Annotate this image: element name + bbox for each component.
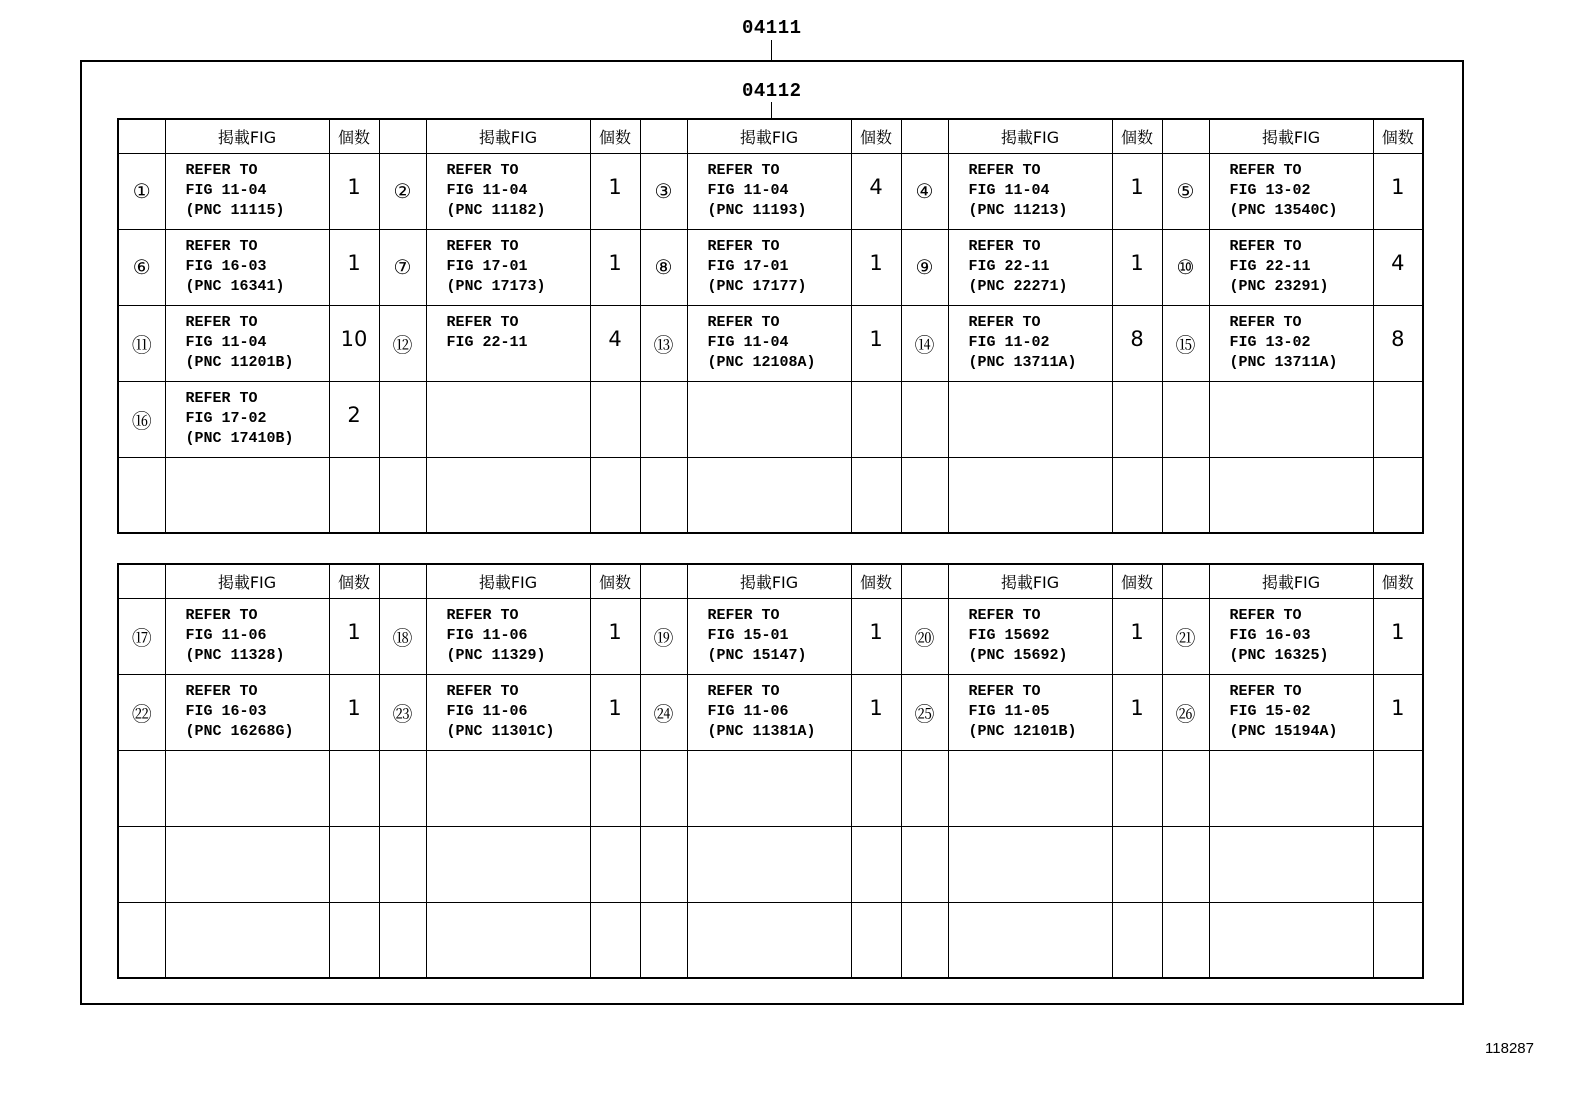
quantity-value: [1374, 382, 1423, 403]
quantity: [329, 674, 379, 750]
item-number: [379, 826, 426, 902]
fig-reference-text: [1230, 751, 1373, 758]
header-cell-fig: 掲載FIG: [948, 564, 1112, 598]
quantity-value: [1113, 458, 1162, 479]
quantity: [1373, 229, 1423, 305]
fig-reference-text: REFER TO FIG 11-04 (PNC 11182): [446, 161, 546, 219]
fig-reference: [1209, 381, 1373, 457]
fig-reference-text: REFER TO FIG 11-06 (PNC 11381A): [707, 682, 816, 740]
fig-reference: [165, 826, 329, 902]
quantity-value: [330, 751, 379, 772]
item-number: ㉑: [1162, 598, 1209, 674]
fig-reference: [948, 750, 1112, 826]
fig-reference-text: REFER TO FIG 11-06 (PNC 11301C): [446, 682, 555, 740]
fig-reference-text: [969, 751, 1112, 758]
table-row: [118, 457, 1423, 533]
fig-reference-text: REFER TO FIG 16-03 (PNC 16325): [1229, 606, 1329, 664]
fig-reference-text: [447, 458, 590, 465]
leader-line-outer: [771, 40, 772, 60]
header-cell-number: [118, 119, 165, 153]
fig-reference: [687, 229, 851, 305]
fig-reference: [426, 750, 590, 826]
fig-reference-text: [969, 382, 1112, 389]
fig-reference-text: REFER TO FIG 11-06 (PNC 11328): [185, 606, 285, 664]
fig-reference-text: [447, 751, 590, 758]
fig-reference: [426, 305, 590, 381]
quantity: [851, 305, 901, 381]
fig-reference: [1209, 153, 1373, 229]
quantity: [1373, 826, 1423, 902]
quantity: [1112, 457, 1162, 533]
fig-reference: [165, 229, 329, 305]
fig-reference: [426, 153, 590, 229]
quantity: [329, 457, 379, 533]
fig-reference-text: [1230, 382, 1373, 389]
header-cell-qty: 個数: [329, 564, 379, 598]
quantity: [1112, 153, 1162, 229]
item-number: ⑨: [901, 229, 948, 305]
fig-reference-text: REFER TO FIG 11-04 (PNC 11115): [185, 161, 285, 219]
fig-reference: [687, 826, 851, 902]
quantity: [851, 229, 901, 305]
quantity-value: 1: [869, 250, 883, 275]
quantity-value: [1113, 382, 1162, 403]
table-row: [118, 598, 1423, 674]
quantity-value: 1: [1130, 695, 1144, 720]
table-row: [118, 674, 1423, 750]
fig-reference: [426, 826, 590, 902]
quantity: [851, 826, 901, 902]
fig-reference-text: REFER TO FIG 15-01 (PNC 15147): [707, 606, 807, 664]
fig-reference: [1209, 750, 1373, 826]
quantity: [1112, 229, 1162, 305]
item-number: ⑲: [640, 598, 687, 674]
item-number: ③: [640, 153, 687, 229]
quantity: [1373, 598, 1423, 674]
fig-reference-text: REFER TO FIG 17-01 (PNC 17177): [707, 237, 807, 295]
quantity: [851, 902, 901, 978]
header-cell-number: [379, 119, 426, 153]
item-number: [379, 750, 426, 826]
fig-reference-text: REFER TO FIG 11-02 (PNC 13711A): [968, 313, 1077, 371]
item-number: ⑱: [379, 598, 426, 674]
quantity: [851, 674, 901, 750]
item-number: [118, 902, 165, 978]
fig-reference: [1209, 229, 1373, 305]
quantity: [590, 457, 640, 533]
quantity-value: 1: [347, 619, 361, 644]
fig-reference-text: REFER TO FIG 17-02 (PNC 17410B): [185, 389, 294, 447]
quantity-value: [1113, 903, 1162, 924]
fig-reference-text: REFER TO FIG 11-04 (PNC 11193): [707, 161, 807, 219]
fig-reference: [687, 598, 851, 674]
parts-reference-table-1: [117, 118, 1424, 534]
fig-reference-text: [708, 382, 851, 389]
header-cell-fig: 掲載FIG: [165, 564, 329, 598]
item-number: ①: [118, 153, 165, 229]
quantity: [590, 229, 640, 305]
quantity: [1112, 381, 1162, 457]
fig-reference-text: REFER TO FIG 11-04 (PNC 11201B): [185, 313, 294, 371]
fig-reference: [426, 381, 590, 457]
fig-reference-text: [708, 458, 851, 465]
quantity-value: [591, 827, 640, 848]
fig-reference-text: REFER TO FIG 15692 (PNC 15692): [968, 606, 1068, 664]
fig-reference-text: [969, 827, 1112, 834]
header-cell-qty: 個数: [1112, 564, 1162, 598]
fig-reference: [165, 381, 329, 457]
fig-reference-text: [708, 903, 851, 910]
quantity-value: [1113, 827, 1162, 848]
quantity-value: 1: [608, 695, 622, 720]
quantity: [851, 153, 901, 229]
item-number: ②: [379, 153, 426, 229]
item-number: [640, 750, 687, 826]
fig-reference: [426, 902, 590, 978]
table-row: [118, 381, 1423, 457]
quantity: [851, 381, 901, 457]
quantity: [329, 229, 379, 305]
header-cell-qty: 個数: [1112, 119, 1162, 153]
item-number: [640, 902, 687, 978]
header-cell-qty: 個数: [851, 119, 901, 153]
item-number: [1162, 902, 1209, 978]
header-cell-qty: 個数: [851, 564, 901, 598]
fig-reference: [1209, 826, 1373, 902]
fig-reference-text: REFER TO FIG 22-11 (PNC 22271): [968, 237, 1068, 295]
fig-reference: [165, 457, 329, 533]
fig-reference-text: [447, 903, 590, 910]
item-number: ④: [901, 153, 948, 229]
quantity: [590, 750, 640, 826]
fig-reference-text: REFER TO FIG 17-01 (PNC 17173): [446, 237, 546, 295]
item-number: ㉒: [118, 674, 165, 750]
quantity-value: [1374, 903, 1423, 924]
item-number: [640, 457, 687, 533]
table-row: [118, 229, 1423, 305]
fig-reference-text: REFER TO FIG 15-02 (PNC 15194A): [1229, 682, 1338, 740]
fig-reference: [948, 229, 1112, 305]
header-cell-number: [640, 119, 687, 153]
fig-reference: [687, 750, 851, 826]
item-number: ⑯: [118, 381, 165, 457]
quantity-value: 4: [608, 326, 622, 351]
header-row: [118, 564, 1423, 598]
quantity-value: [330, 458, 379, 479]
fig-reference-text: REFER TO FIG 11-04 (PNC 12108A): [707, 313, 816, 371]
fig-reference: [687, 674, 851, 750]
quantity-value: [1113, 751, 1162, 772]
fig-reference: [687, 902, 851, 978]
fig-reference: [165, 750, 329, 826]
quantity: [1373, 305, 1423, 381]
fig-reference: [165, 305, 329, 381]
quantity: [1112, 902, 1162, 978]
fig-reference: [426, 674, 590, 750]
fig-reference-text: [1230, 827, 1373, 834]
quantity: [1373, 153, 1423, 229]
fig-reference-text: REFER TO FIG 11-06 (PNC 11329): [446, 606, 546, 664]
quantity-value: 1: [869, 326, 883, 351]
quantity-value: 1: [1391, 619, 1405, 644]
table-row: [118, 305, 1423, 381]
quantity: [1112, 674, 1162, 750]
fig-reference-text: [447, 827, 590, 834]
item-number: [1162, 750, 1209, 826]
quantity-value: [591, 458, 640, 479]
item-number: ⑳: [901, 598, 948, 674]
fig-reference-text: [186, 458, 329, 465]
fig-reference: [165, 598, 329, 674]
quantity-value: 8: [1391, 326, 1405, 351]
quantity: [590, 381, 640, 457]
fig-reference: [948, 826, 1112, 902]
quantity-value: [852, 382, 901, 403]
item-number: [640, 826, 687, 902]
header-cell-fig: 掲載FIG: [687, 564, 851, 598]
fig-reference: [948, 305, 1112, 381]
item-number: [901, 750, 948, 826]
item-number: ㉖: [1162, 674, 1209, 750]
quantity-value: [1374, 751, 1423, 772]
fig-reference: [1209, 674, 1373, 750]
quantity: [329, 305, 379, 381]
quantity-value: 1: [347, 174, 361, 199]
fig-reference: [687, 381, 851, 457]
item-number: [1162, 457, 1209, 533]
quantity: [590, 153, 640, 229]
quantity-value: 10: [340, 326, 368, 351]
header-cell-fig: 掲載FIG: [165, 119, 329, 153]
item-number: [379, 902, 426, 978]
quantity-value: 1: [1391, 695, 1405, 720]
fig-reference-text: REFER TO FIG 11-04 (PNC 11213): [968, 161, 1068, 219]
quantity-value: [591, 751, 640, 772]
quantity: [590, 902, 640, 978]
item-number: [901, 457, 948, 533]
item-number: ⑰: [118, 598, 165, 674]
header-cell-number: [901, 564, 948, 598]
fig-reference-text: REFER TO FIG 16-03 (PNC 16341): [185, 237, 285, 295]
fig-reference: [948, 381, 1112, 457]
header-cell-fig: 掲載FIG: [948, 119, 1112, 153]
quantity: [1373, 902, 1423, 978]
fig-reference: [687, 457, 851, 533]
quantity: [1112, 305, 1162, 381]
parts-reference-table-2: [117, 563, 1424, 979]
quantity-value: [1374, 827, 1423, 848]
table-row: [118, 750, 1423, 826]
fig-reference: [426, 457, 590, 533]
fig-reference: [948, 598, 1112, 674]
figure-id: 118287: [1485, 1040, 1534, 1057]
item-number: [1162, 826, 1209, 902]
quantity: [590, 674, 640, 750]
fig-reference: [426, 229, 590, 305]
quantity-value: [330, 903, 379, 924]
quantity-value: 1: [1130, 174, 1144, 199]
quantity: [1373, 750, 1423, 826]
fig-reference-text: [186, 827, 329, 834]
quantity-value: [591, 382, 640, 403]
quantity-value: 1: [1130, 250, 1144, 275]
header-cell-qty: 個数: [590, 564, 640, 598]
item-number: [901, 381, 948, 457]
quantity: [1112, 750, 1162, 826]
quantity-value: 2: [347, 402, 361, 427]
quantity: [1373, 674, 1423, 750]
quantity-value: [330, 827, 379, 848]
header-cell-fig: 掲載FIG: [687, 119, 851, 153]
fig-reference: [165, 902, 329, 978]
fig-reference: [1209, 305, 1373, 381]
fig-reference: [1209, 457, 1373, 533]
item-number: ⑬: [640, 305, 687, 381]
quantity: [851, 457, 901, 533]
header-row: [118, 119, 1423, 153]
quantity-value: [852, 458, 901, 479]
header-cell-number: [379, 564, 426, 598]
fig-reference-text: [969, 458, 1112, 465]
fig-reference-text: REFER TO FIG 22-11: [446, 313, 528, 351]
fig-reference: [1209, 902, 1373, 978]
fig-reference: [426, 598, 590, 674]
item-number: ⑤: [1162, 153, 1209, 229]
header-cell-fig: 掲載FIG: [426, 119, 590, 153]
quantity-value: 1: [869, 695, 883, 720]
item-number: [901, 902, 948, 978]
item-number: ㉓: [379, 674, 426, 750]
fig-reference-text: [447, 382, 590, 389]
quantity: [1373, 457, 1423, 533]
item-number: ⑥: [118, 229, 165, 305]
item-number: ㉕: [901, 674, 948, 750]
header-cell-fig: 掲載FIG: [1209, 564, 1373, 598]
quantity-value: 1: [869, 619, 883, 644]
fig-reference: [948, 153, 1112, 229]
quantity-value: [591, 903, 640, 924]
header-cell-number: [640, 564, 687, 598]
header-cell-number: [118, 564, 165, 598]
header-cell-fig: 掲載FIG: [426, 564, 590, 598]
item-number: ⑭: [901, 305, 948, 381]
quantity: [329, 598, 379, 674]
item-number: ⑩: [1162, 229, 1209, 305]
quantity-value: 1: [608, 619, 622, 644]
item-number: [379, 381, 426, 457]
fig-reference-text: [708, 751, 851, 758]
quantity-value: 1: [1391, 174, 1405, 199]
header-cell-qty: 個数: [329, 119, 379, 153]
item-number: ⑧: [640, 229, 687, 305]
quantity: [851, 598, 901, 674]
fig-reference: [1209, 598, 1373, 674]
fig-reference-text: REFER TO FIG 11-05 (PNC 12101B): [968, 682, 1077, 740]
item-number: ㉔: [640, 674, 687, 750]
quantity-value: 1: [608, 250, 622, 275]
header-cell-number: [1162, 564, 1209, 598]
header-cell-qty: 個数: [590, 119, 640, 153]
header-cell-qty: 個数: [1373, 564, 1423, 598]
quantity-value: 1: [1130, 619, 1144, 644]
quantity: [590, 305, 640, 381]
fig-reference: [948, 457, 1112, 533]
quantity: [1112, 826, 1162, 902]
quantity: [329, 381, 379, 457]
fig-reference: [948, 674, 1112, 750]
quantity-value: 1: [347, 250, 361, 275]
item-number: ⑮: [1162, 305, 1209, 381]
quantity-value: [852, 751, 901, 772]
fig-reference-text: REFER TO FIG 13-02 (PNC 13540C): [1229, 161, 1338, 219]
quantity: [1112, 598, 1162, 674]
fig-reference-text: [969, 903, 1112, 910]
table-row: [118, 826, 1423, 902]
header-cell-qty: 個数: [1373, 119, 1423, 153]
quantity-value: [1374, 458, 1423, 479]
item-number: ⑦: [379, 229, 426, 305]
fig-reference-text: [186, 751, 329, 758]
quantity-value: 8: [1130, 326, 1144, 351]
item-number: [901, 826, 948, 902]
fig-reference: [165, 153, 329, 229]
item-number: [1162, 381, 1209, 457]
item-number: ⑫: [379, 305, 426, 381]
item-number: [379, 457, 426, 533]
item-number: [118, 457, 165, 533]
fig-reference-text: REFER TO FIG 16-03 (PNC 16268G): [185, 682, 294, 740]
fig-reference-text: REFER TO FIG 13-02 (PNC 13711A): [1229, 313, 1338, 371]
fig-reference-text: REFER TO FIG 22-11 (PNC 23291): [1229, 237, 1329, 295]
fig-reference-text: [1230, 458, 1373, 465]
quantity: [329, 153, 379, 229]
item-number: [118, 750, 165, 826]
fig-reference: [687, 153, 851, 229]
quantity-value: 4: [1391, 250, 1405, 275]
quantity: [590, 598, 640, 674]
quantity: [329, 826, 379, 902]
item-number: [640, 381, 687, 457]
item-number: [118, 826, 165, 902]
quantity-value: 1: [608, 174, 622, 199]
header-cell-number: [1162, 119, 1209, 153]
quantity: [1373, 381, 1423, 457]
quantity-value: [852, 903, 901, 924]
fig-reference-text: [1230, 903, 1373, 910]
fig-reference: [948, 902, 1112, 978]
table-row: [118, 902, 1423, 978]
fig-reference-text: [708, 827, 851, 834]
header-cell-number: [901, 119, 948, 153]
quantity: [590, 826, 640, 902]
quantity-value: 4: [869, 174, 883, 199]
header-cell-fig: 掲載FIG: [1209, 119, 1373, 153]
assembly-label-outer: 04111: [742, 17, 802, 39]
quantity: [329, 750, 379, 826]
leader-line-inner: [771, 102, 772, 118]
quantity: [851, 750, 901, 826]
item-number: ⑪: [118, 305, 165, 381]
fig-reference: [687, 305, 851, 381]
quantity-value: [852, 827, 901, 848]
assembly-label-inner: 04112: [742, 80, 802, 102]
quantity: [329, 902, 379, 978]
fig-reference-text: [186, 903, 329, 910]
fig-reference: [165, 674, 329, 750]
table-row: [118, 153, 1423, 229]
quantity-value: 1: [347, 695, 361, 720]
